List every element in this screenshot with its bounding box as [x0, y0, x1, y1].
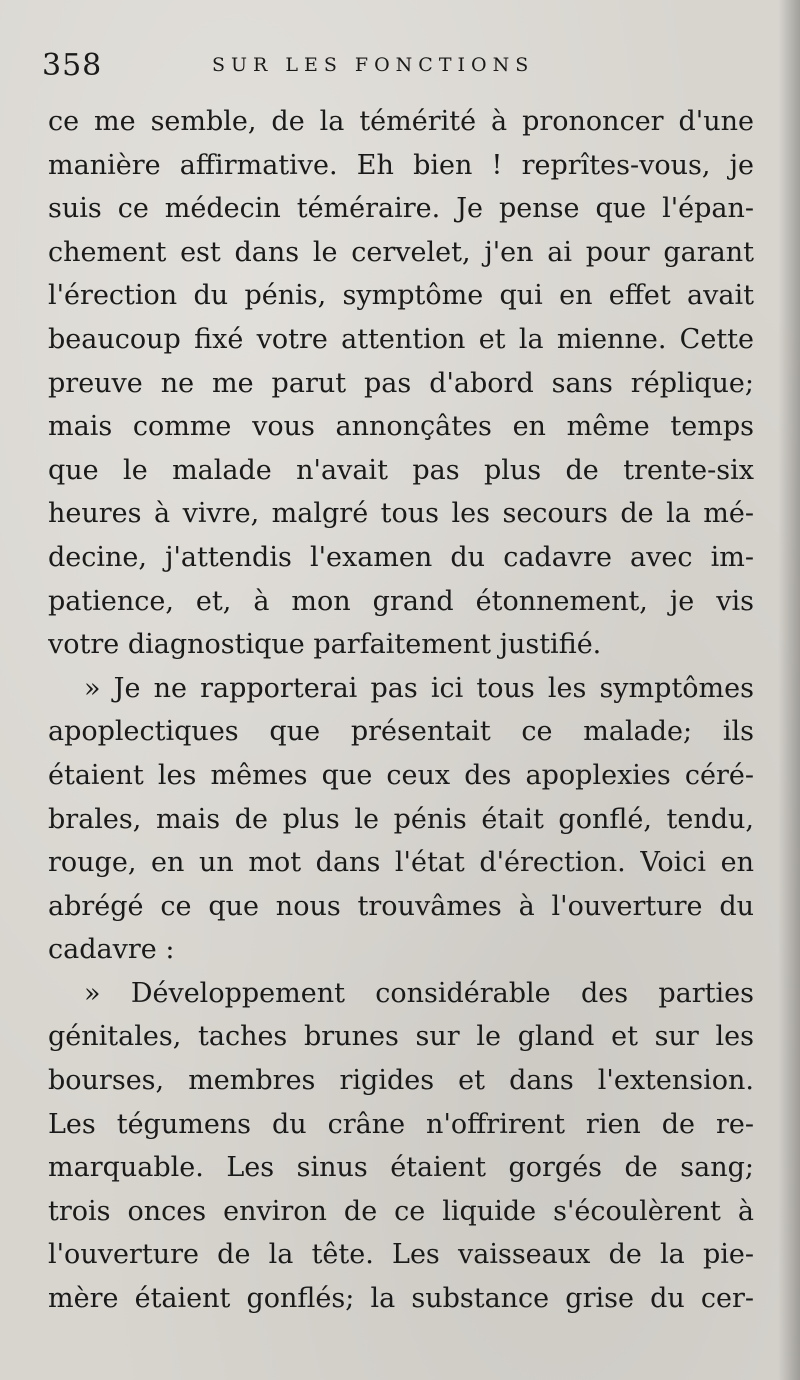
text-line: l'ouverture de la tête. Les vaisseaux de la pie- [48, 1239, 754, 1271]
text-line: ce me semble, de la témérité à prononcer d'une [48, 106, 754, 137]
page-header [42, 48, 762, 88]
text-line: cadavre : [48, 934, 175, 966]
text-line: étaient les mêmes que ceux des apoplexies céré- [48, 759, 754, 791]
text-line: bourses, membres rigides et dans l'extension. [48, 1065, 754, 1097]
text-line: trois onces environ de ce liquide s'écoulèrent à [48, 1195, 754, 1227]
text-line: chement est dans le cervelet, j'en ai pour garant [48, 236, 754, 268]
page-number: 358 [42, 48, 103, 83]
text-line: Les tégumens du crâne n'offrirent rien de re- [48, 1108, 754, 1140]
text-line: votre diagnostique parfaitement justifié. [48, 629, 602, 661]
text-line: apoplectiques que présentait ce malade; ils [48, 716, 754, 748]
text-line: beaucoup fixé votre attention et la mienne. Cette [48, 323, 754, 355]
text-line: mère étaient gonflés; la substance grise du cer- [48, 1283, 754, 1315]
text-line: rouge, en un mot dans l'état d'érection. Voici en [48, 847, 754, 879]
page-edge-shadow [778, 0, 800, 1380]
text-line: mais comme vous annonçâtes en même temps [48, 411, 754, 443]
body-text [48, 100, 754, 1321]
text-line: manière affirmative. Eh bien ! reprîtes-vous, je [48, 149, 754, 181]
text-line: heures à vivre, malgré tous les secours de la mé- [48, 498, 754, 530]
text-line: abrégé ce que nous trouvâmes à l'ouverture du [48, 890, 754, 922]
text-line: marquable. Les sinus étaient gorgés de sang; [48, 1152, 754, 1184]
text-line: patience, et, à mon grand étonnement, je vis [48, 585, 754, 617]
running-head: SUR LES FONCTIONS [212, 54, 535, 76]
text-line: preuve ne me parut pas d'abord sans réplique; [48, 367, 754, 399]
text-line: brales, mais de plus le pénis était gonflé, tendu, [48, 803, 754, 835]
text-line: decine, j'attendis l'examen du cadavre avec im- [48, 541, 754, 573]
text-line: » Je ne rapporterai pas ici tous les symptômes [84, 672, 754, 704]
text-line: l'érection du pénis, symptôme qui en effet avait [48, 280, 754, 312]
text-line: génitales, taches brunes sur le gland et sur les [48, 1021, 754, 1053]
text-line: » Développement considérable des parties [84, 977, 754, 1009]
text-line: suis ce médecin téméraire. Je pense que l'épan- [48, 193, 754, 225]
text-line: que le malade n'avait pas plus de trente-six [48, 454, 754, 486]
